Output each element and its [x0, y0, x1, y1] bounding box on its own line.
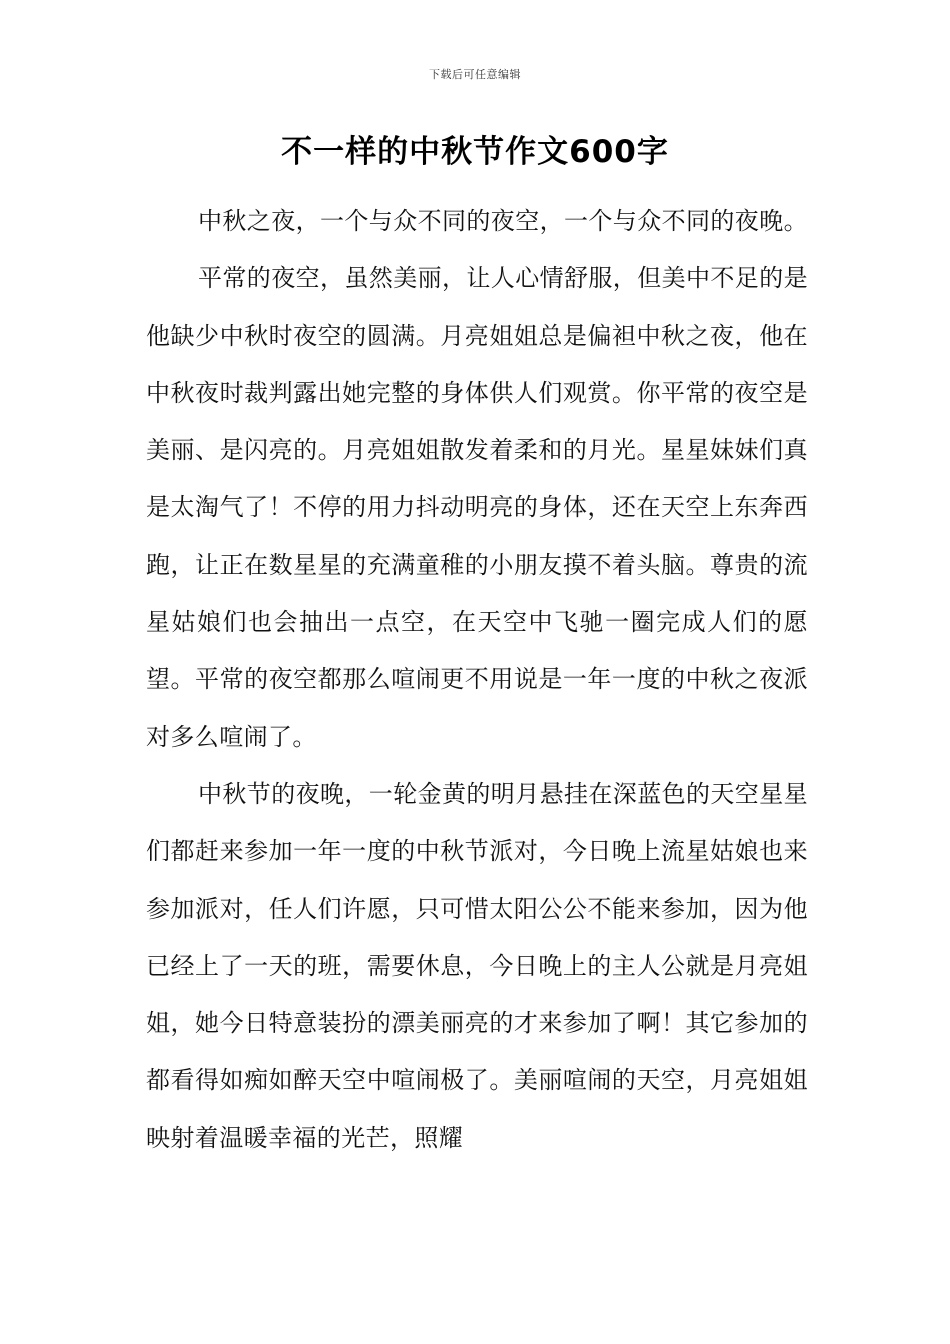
- header-note: 下载后可任意编辑: [429, 68, 521, 81]
- paragraph-1: 中秋之夜，一个与众不同的夜空，一个与众不同的夜晚。: [198, 207, 808, 235]
- paragraph-2: 平常的夜空，虽然美丽，让人心情舒服，但美中不足的是他缺少中秋时夜空的圆满。月亮姐姐总是偏袒中秋之夜，他在中秋夜时裁判露出她完整的身体供人们观赏。你平常的夜空是美丽、是闪亮的。月亮姐姐散发着柔和的月光。星星妹妹们真是太淘气了！不停的用力抖动明亮的身体，还在天空上东奔西跑，让正在数星星的充满童稚的小朋友摸不着头脑。尊贵的流星姑娘们也会抽出一点空，在天空中飞驰一圈完成人们的愿望。平常的夜空都那么喧闹更不用说是一年一度的中秋之夜派对多么喧闹了。: [146, 264, 808, 751]
- document-title: 不一样的中秋节作文600字: [281, 134, 669, 170]
- document-body: [146, 193, 808, 1167]
- paragraph-3: 中秋节的夜晚，一轮金黄的明月悬挂在深蓝色的天空星星们都赶来参加一年一度的中秋节派对，今日晚上流星姑娘也来参加派对，任人们许愿，只可惜太阳公公不能来参加，因为他已经上了一天的班，需要休息，今日晚上的主人公就是月亮姐姐，她今日特意装扮的漂美丽亮的才来参加了啊！其它参加的都看得如痴如醉天空中喧闹极了。美丽喧闹的天空，月亮姐姐映射着温暖幸福的光芒，照耀: [146, 779, 808, 1152]
